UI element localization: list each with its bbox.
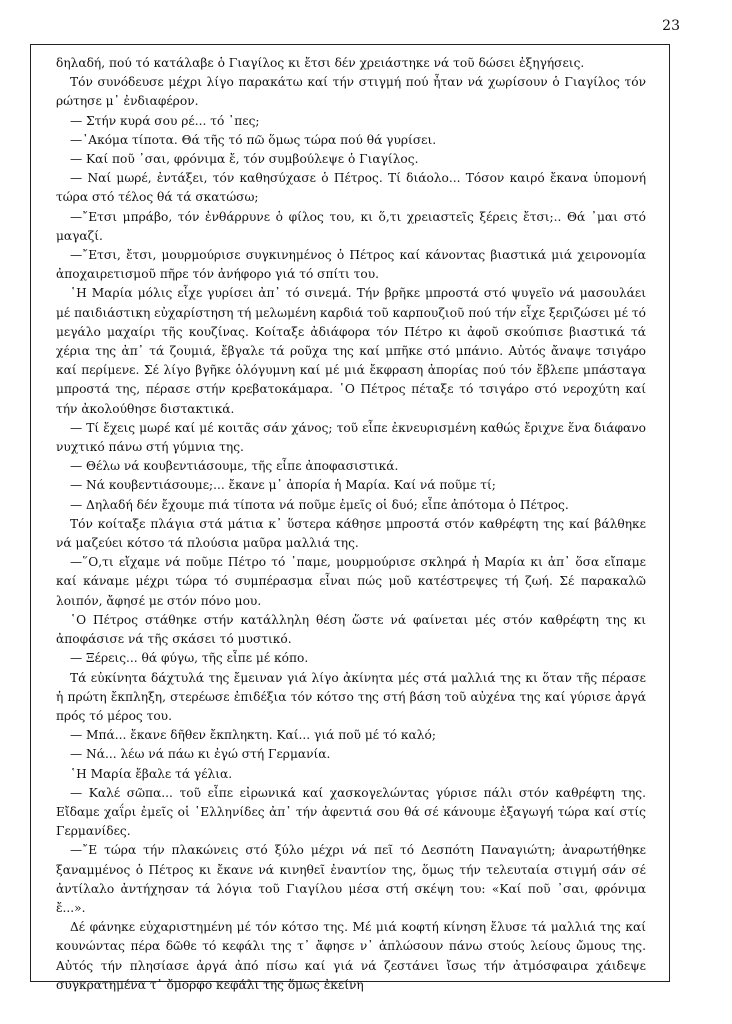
page-number: 23	[662, 18, 680, 34]
paragraph: Τά εὐκίνητα δάχτυλά της ἔμειναν γιά λίγο ἀκίνητα μές στά μαλλιά της κι ὅταν τῆς πέρασε ἡ πρώτη ἔκπληξη, στερέωσε ἐπιδέξια τόν κότσο της στή βάση τοῦ αὐχένα της καί γύρισε ἀργά πρός τό μέρος του.	[56, 670, 646, 723]
paragraph: — Καλέ σῶπα... τοῦ εἶπε εἰρωνικά καί χασκογελώντας γύρισε πάλι στόν καθρέφτη της. Εἴδαμε χαΐρι ἐμεῖς οἱ ῾Ελληνίδες ἀπ᾿ τήν ἀφεντιά σου θά σέ κάνουμε ἐξαγωγή τώρα καί στίς Γερμανίδες.	[56, 785, 646, 839]
paragraph: ῾Ο Πέτρος στάθηκε στήν κατάλληλη θέση ὥστε νά φαίνεται μές στόν καθρέφτη της κι ἀποφάσισε νά τῆς σκάσει τό μυστικό.	[56, 612, 646, 647]
paragraph: δηλαδή, πού τό κατάλαβε ὁ Γιαγίλος κι ἔτσι δέν χρειάστηκε νά τοῦ δώσει ἐξηγήσεις.	[56, 56, 585, 70]
paragraph: — Νά... λέω νά πάω κι ἐγώ στή Γερμανία.	[70, 747, 331, 762]
paragraph: —῎Ετσι μπράβο, τόν ἐνθάρρυνε ὁ φίλος του, κι ὅ,τι χρειαστεῖς ξέρεις ἔτσι;.. Θά ᾿μαι στό μαγαζί.	[56, 209, 646, 243]
paragraph: —᾿Ακόμα τίποτα. Θά τῆς τό πῶ ὅμως τώρα πού θά γυρίσει.	[70, 132, 437, 147]
paragraph: — Ναί μωρέ, ἐντάξει, τόν καθησύχασε ὁ Πέτρος. Τί διάολο... Τόσον καιρό ἔκανα ὑπομονή τώρα στό τέλος θά τά σκατώσω;	[56, 171, 646, 205]
paragraph: — Νά κουβεντιάσουμε;... ἔκανε μ᾿ ἀπορία ἡ Μαρία. Καί νά ποῦμε τί;	[70, 478, 496, 493]
paragraph: — Θέλω νά κουβεντιάσουμε, τῆς εἶπε ἀποφασιστικά.	[70, 459, 399, 474]
paragraph: —῎Ε τώρα τήν πλακώνεις στό ξύλο μέχρι νά πεῖ τό Δεσπότη Παναγιώτη; ἀναρωτήθηκε ξαναμμένος ὁ Πέτρος κι ἔκανε νά κινηθεῖ ἐναντίον της, ὅμως τήν τελευταία στιγμή σάν σέ ἀντίλαλο ἀντήχησαν τά λόγια τοῦ Γιαγίλου μέσα στή σκέψη του: «Καί ποῦ ᾿σαι, φρόνιμα ἔ...».	[56, 843, 646, 915]
paragraph: Τόν κοίταξε πλάγια στά μάτια κ᾿ ὕστερα κάθησε μπροστά στόν καθρέφτη της καί βάλθηκε νά μαζεύει κότσο τά πλούσια μαῦρα μαλλιά της.	[56, 516, 646, 551]
paragraph: —῞Ο,τι εἴχαμε νά ποῦμε Πέτρο τό ᾿παμε, μουρμούρισε σκληρά ἡ Μαρία κι ἀπ᾿ ὅσα εἴπαμε καί κάναμε μέχρι τώρα τό συμπέρασμα εἶναι πώς μοῦ κατέστρεψες τή ζωή. Σέ παρακαλῶ λοιπόν, ἄφησέ με στόν πόνο μου.	[56, 555, 646, 608]
paragraph: — Καί ποῦ ᾿σαι, φρόνιμα ἔ, τόν συμβούλεψε ὁ Γιαγίλος.	[70, 152, 419, 167]
paragraph: Δέ φάνηκε εὐχαριστημένη μέ τόν κότσο της. Μέ μιά κοφτή κίνηση ἔλυσε τά μαλλιά της καί κουνώντας πέρα δῶθε τό κεφάλι της τ᾿ ἄφησε ν᾿ ἁπλώσουν πάνω στούς λείους ὤμους της. Αὐτός τήν πλησίασε ἀργά ἀπό πίσω καί γιά νά ζεστάνει ἴσως τήν ἀτμόσφαιρα χάιδεψε συγκρατημένα τ᾿ ὄμορφο κεφάλι της ὅμως ἐκείνη	[56, 920, 646, 992]
paragraph: — Στήν κυρά σου ρέ... τό ᾿πες;	[70, 113, 260, 128]
paragraph: — Τί ἔχεις μωρέ καί μέ κοιτᾶς σάν χάνος; τοῦ εἶπε ἐκνευρισμένη καθώς ἔριχνε ἕνα διάφανο νυχτικό πάνω στή γύμνια της.	[56, 420, 646, 455]
paragraph: — Δηλαδή δέν ἔχουμε πιά τίποτα νά ποῦμε ἐμεῖς οἱ δυό; εἶπε ἀπότομα ὁ Πέτρος.	[70, 497, 569, 512]
body-text	[56, 54, 646, 995]
paragraph: ῾Η Μαρία ἔβαλε τά γέλια.	[70, 766, 233, 781]
paragraph: Τόν συνόδευσε μέχρι λίγο παρακάτω καί τήν στιγμή πού ἦταν νά χωρίσουν ὁ Γιαγίλος τόν ρώτησε μ᾿ ἐνδιαφέρον.	[56, 75, 646, 109]
paragraph: — Ξέρεις... θά φύγω, τῆς εἶπε μέ κόπο.	[70, 651, 309, 666]
paragraph: ῾Η Μαρία μόλις εἶχε γυρίσει ἀπ᾿ τό σινεμά. Τήν βρῆκε μπροστά στό ψυγεῖο νά μασουλάει μέ παιδιάστικη εὐχαρίστηση τή μελωμένη καρδιά τοῦ καρπουζιοῦ πού τήν εἶχε ξεριζώσει μέ τό μεγάλο μαχαίρι τῆς κουζίνας. Κοίταξε ἀδιάφορα τόν Πέτρο κι ἀφοῦ σκούπισε βιαστικά τά χέρια της ἀπ᾿ τά ζουμιά, ἔβγαλε τά ροῦχα της καί μπῆκε στό μπάνιο. Αὐτός ἄναψε τσιγάρο καί περίμενε. Σέ λίγο βγῆκε ὁλόγυμνη καί μέ μιά ἔκφραση ἀπορίας πού τόν ἔβλεπε μπάσταγα μπροστά της, πέρασε στήν κρεβατοκάμαρα. ῾Ο Πέτρος πέταξε τό τσιγάρο στό νεροχύτη καί τήν ἀκολούθησε διστακτικά.	[56, 286, 646, 416]
paragraph: —῎Ετσι, ἔτσι, μουρμούρισε συγκινημένος ὁ Πέτρος καί κάνοντας βιαστικά μιά χειρονομία ἀποχαιρετισμοῦ πῆρε τόν ἀνήφορο γιά τό σπίτι του.	[56, 248, 646, 282]
paragraph: — Μπά... ἔκανε δῆθεν ἔκπληκτη. Καί... γιά ποῦ μέ τό καλό;	[70, 728, 436, 743]
